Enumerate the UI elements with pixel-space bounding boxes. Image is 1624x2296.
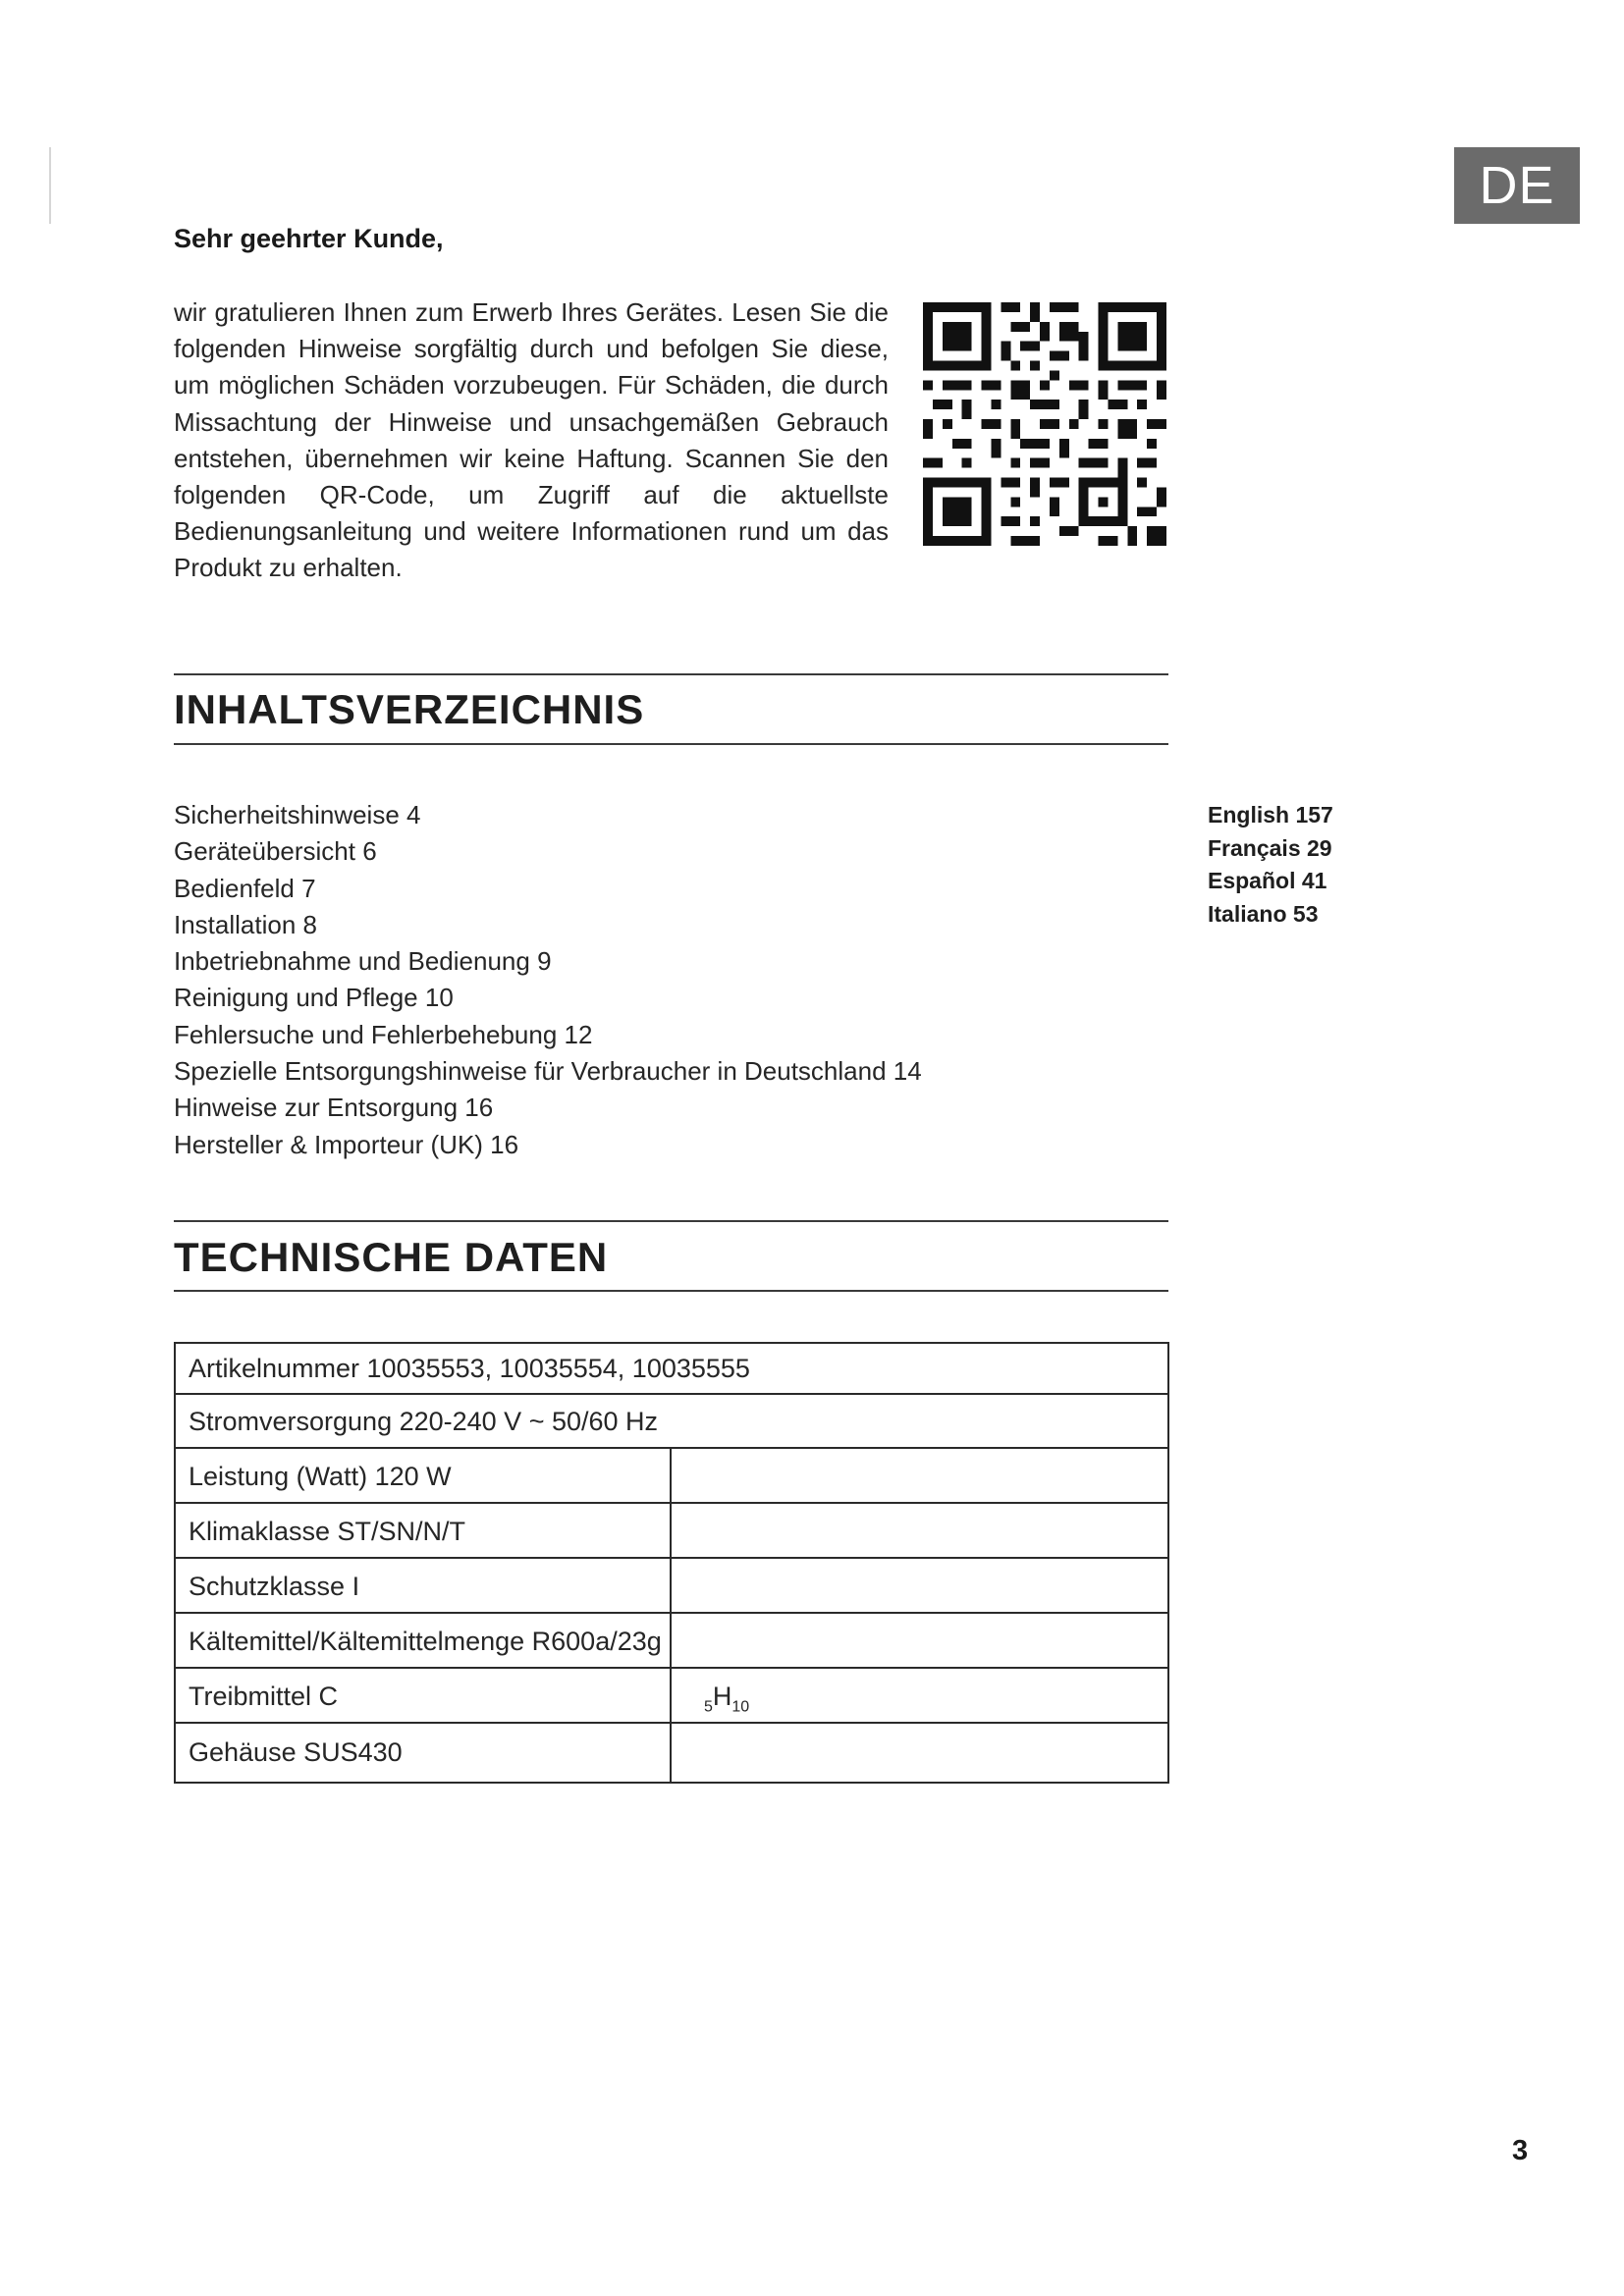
row-divider: [174, 1557, 1169, 1559]
toc-item[interactable]: Inbetriebnahme und Bedienung 9: [174, 946, 552, 977]
language-link-spanish[interactable]: Español 41: [1208, 868, 1327, 893]
spec-power-supply: Stromversorgung 220-240 V ~ 50/60 Hz: [189, 1407, 659, 1436]
spec-table: [174, 1342, 1169, 1784]
page-margin-line: [49, 147, 51, 224]
row-divider: [174, 1667, 1169, 1669]
formula-element: H: [712, 1682, 732, 1711]
spec-refrigerant: Kältemittel/Kältemittelmenge R600a/23g: [189, 1627, 662, 1656]
spec-climate-class: Klimaklasse ST/SN/N/T: [189, 1517, 466, 1546]
spec-housing: Gehäuse SUS430: [189, 1737, 403, 1767]
specs-top-rule: [174, 1220, 1168, 1222]
formula-subscript: 10: [731, 1698, 750, 1716]
row-divider: [174, 1393, 1169, 1395]
row-divider: [174, 1722, 1169, 1724]
language-link-french[interactable]: Français 29: [1208, 834, 1332, 861]
other-languages-list: [1208, 799, 1333, 931]
toc-item[interactable]: Reinigung und Pflege 10: [174, 983, 454, 1013]
spec-power: Leistung (Watt) 120 W: [189, 1462, 452, 1491]
language-link-italian[interactable]: Italiano 53: [1208, 900, 1319, 927]
toc-top-rule: [174, 673, 1168, 675]
toc-bottom-rule: [174, 743, 1168, 745]
spec-propellant: Treibmittel C: [189, 1682, 339, 1711]
toc-item[interactable]: Spezielle Entsorgungshinweise für Verbraucher in Deutschland 14: [174, 1056, 922, 1087]
row-divider: [174, 1502, 1169, 1504]
propellant-formula: [704, 1682, 749, 1716]
spec-protection-class: Schutzklasse I: [189, 1572, 360, 1601]
intro-paragraph: wir gratulieren Ihnen zum Erwerb Ihres Gerätes. Lesen Sie die folgenden Hinweise sorgfältig durch und befolgen Sie diese, um möglichen Schäden vorzubeugen. Für Schäden, die durch Missachtung der Hinweise und unsachgemäßen Gebrauch entstehen, übernehmen wir keine Haftung. Scannen Sie den folgenden QR-Code, um Zugriff auf die aktuellste Bedienungsanleitung und weitere Informationen rund um das Produkt zu erhalten.: [174, 297, 889, 583]
greeting: Sehr geehrter Kunde,: [174, 224, 444, 253]
toc-item[interactable]: Geräteübersicht 6: [174, 836, 377, 867]
spec-article-number: Artikelnummer 10035553, 10035554, 10035555: [189, 1354, 750, 1383]
formula-subscript: 5: [704, 1698, 713, 1716]
toc-item[interactable]: Hersteller & Importeur (UK) 16: [174, 1129, 519, 1159]
toc-item[interactable]: Installation 8: [174, 909, 317, 939]
specs-bottom-rule: [174, 1290, 1168, 1292]
specs-title: TECHNISCHE DATEN: [174, 1234, 609, 1280]
row-divider: [174, 1612, 1169, 1614]
language-tab: DE: [1454, 147, 1580, 224]
toc-title: INHALTSVERZEICHNIS: [174, 686, 645, 732]
page-number: 3: [1512, 2135, 1529, 2166]
toc-item[interactable]: Bedienfeld 7: [174, 873, 316, 903]
toc-item[interactable]: Sicherheitshinweise 4: [174, 800, 421, 829]
toc-list: [174, 797, 922, 1163]
qr-code-icon[interactable]: [923, 302, 1166, 546]
column-divider: [670, 1447, 672, 1784]
toc-item[interactable]: Hinweise zur Entsorgung 16: [174, 1093, 494, 1123]
language-link-english[interactable]: English 157: [1208, 802, 1333, 828]
toc-item[interactable]: Fehlersuche und Fehlerbehebung 12: [174, 1019, 593, 1049]
row-divider: [174, 1447, 1169, 1449]
